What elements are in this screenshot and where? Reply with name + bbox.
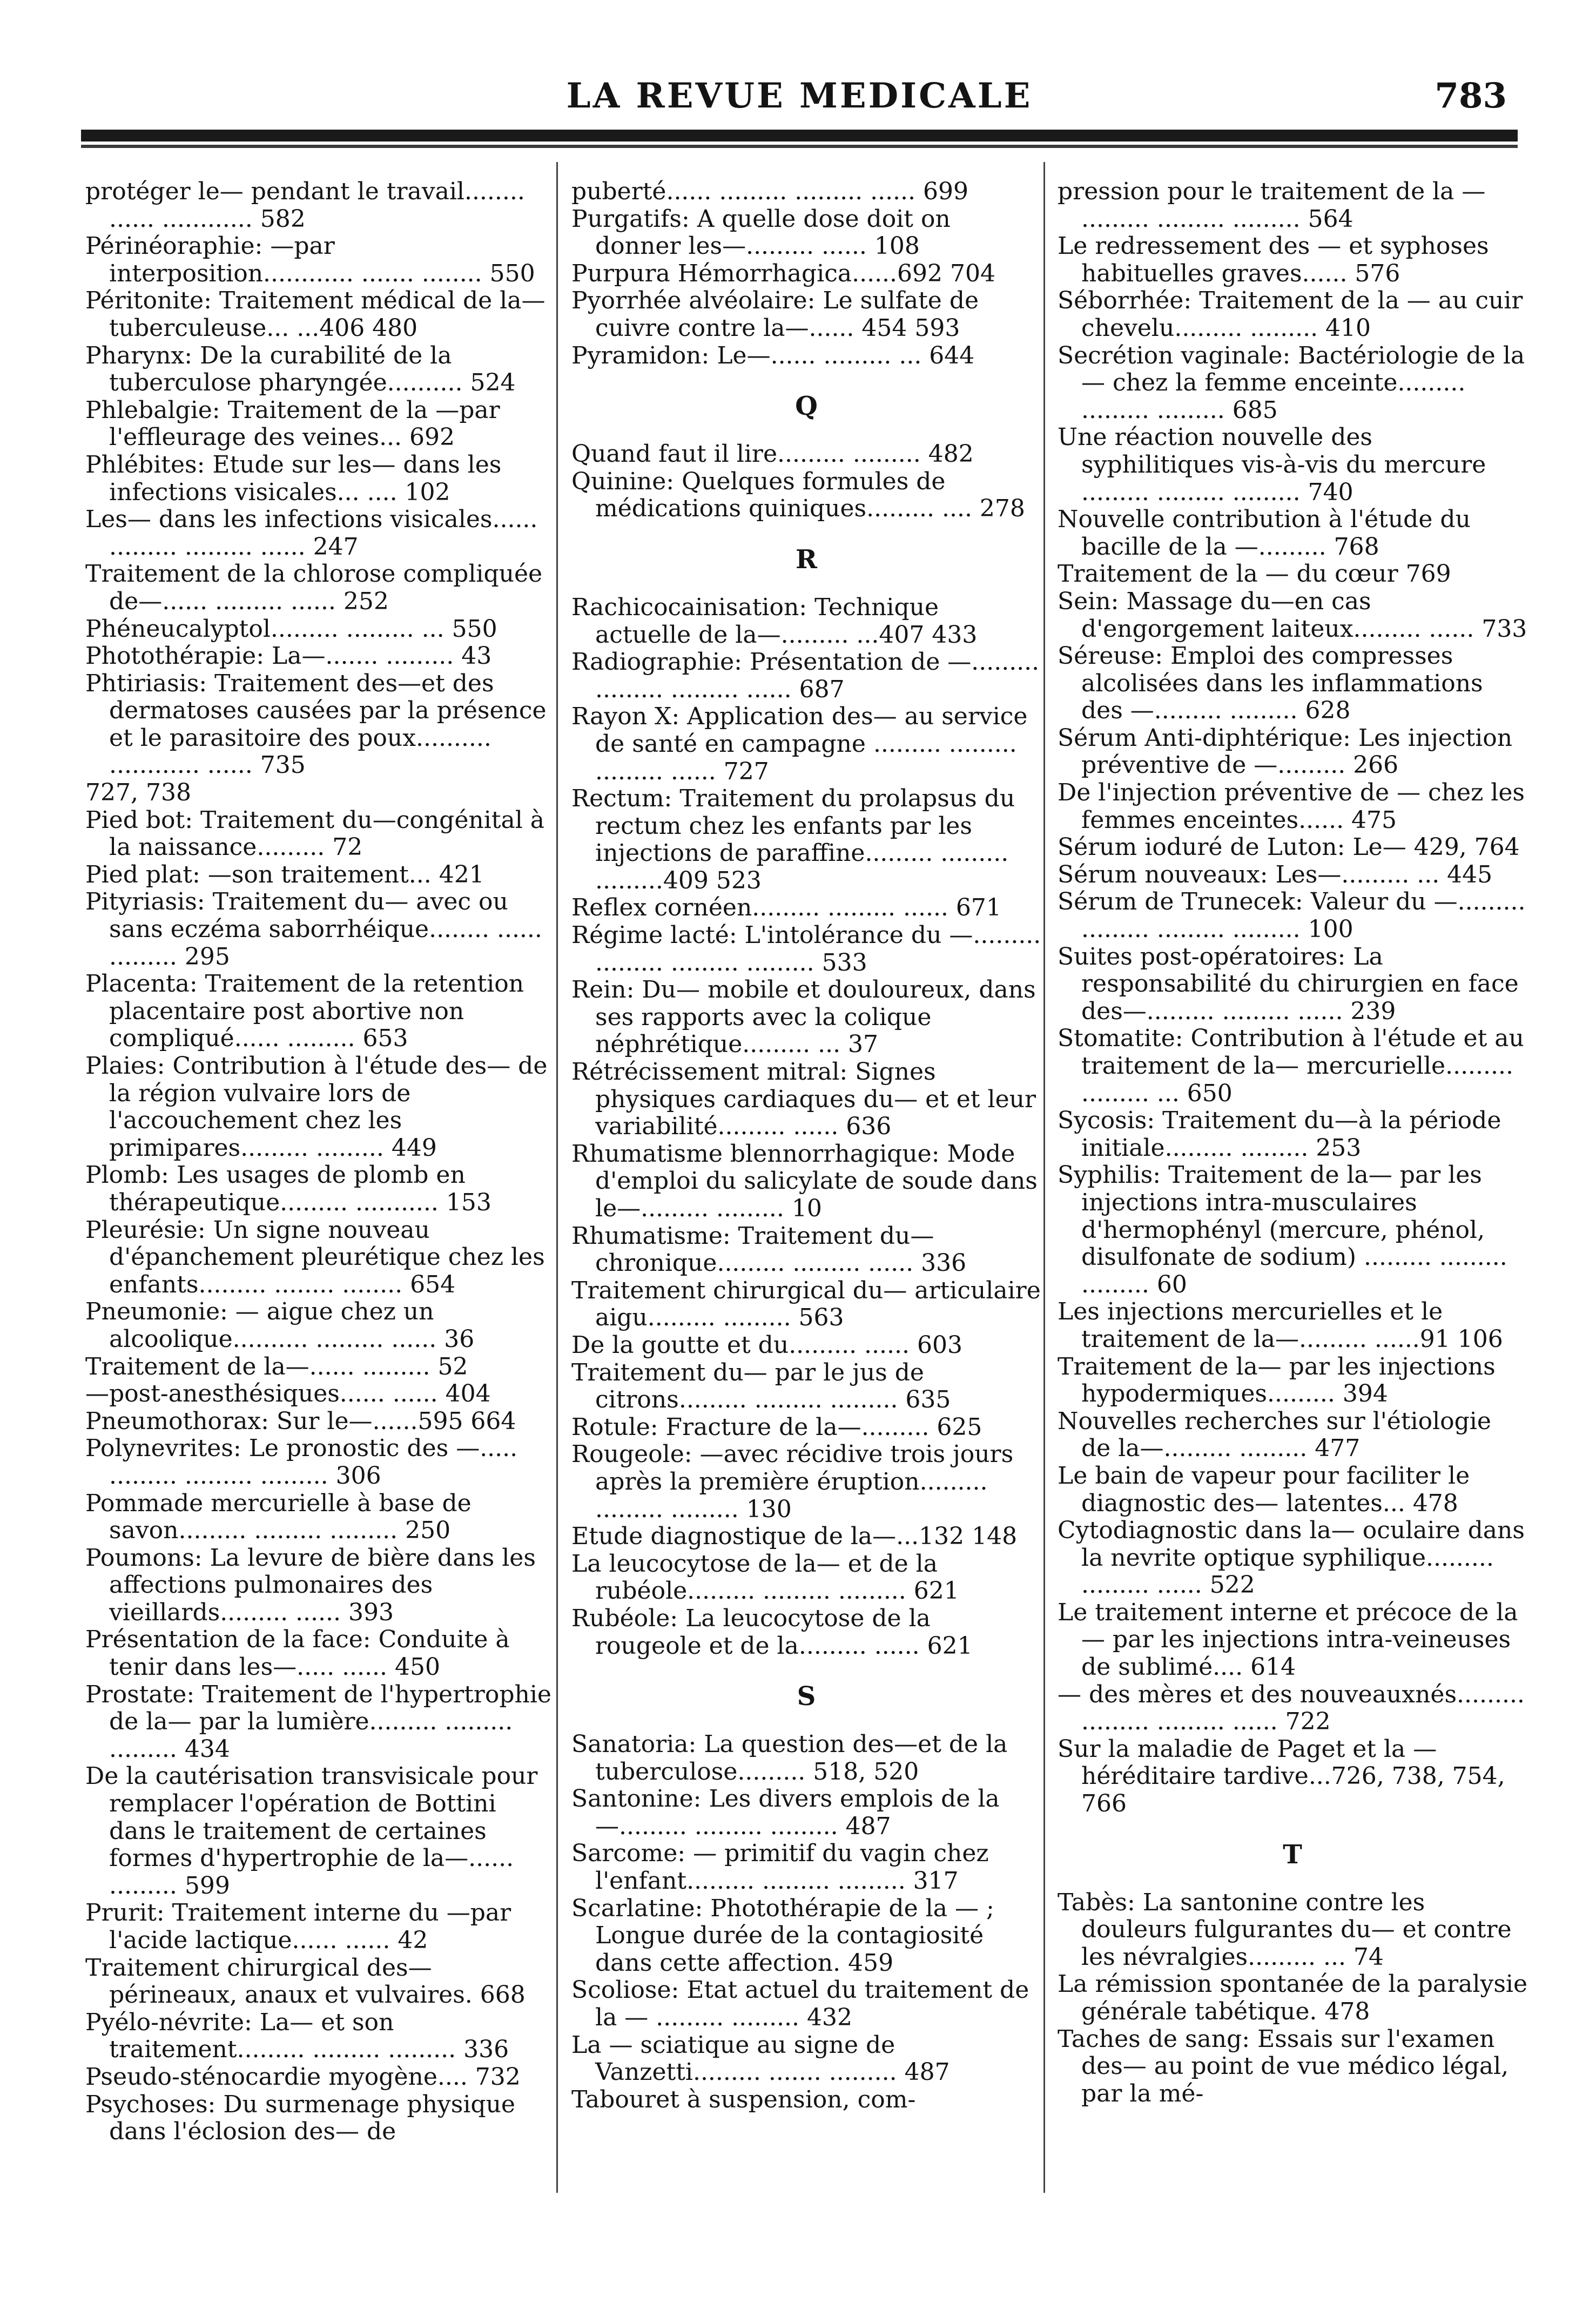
index-entry: Pseudo-sténocardie myogène.... 732 bbox=[85, 2063, 521, 2091]
index-entry: Phlébites: Etude sur les— dans les infections visicales... .... 102 bbox=[85, 450, 502, 506]
section-letter-s: S bbox=[797, 1681, 816, 1712]
index-entry: Le traitement interne et précoce de la— par les injections intra-veineuses de sublimé.... 614 bbox=[1058, 1598, 1518, 1681]
index-entry: Suites post-opératoires: La responsabilité du chirurgien en face des—......... ......... ...... 239 bbox=[1058, 942, 1519, 1025]
index-entry: Rhumatisme blennorrhagique: Mode d'emploi du salicylate de soude dans le—......... ......... 10 bbox=[571, 1140, 1038, 1222]
index-entry: Traitement chirurgical des— périneaux, anaux et vulvaires. 668 bbox=[85, 1954, 526, 2009]
header-rule bbox=[81, 130, 1518, 142]
index-entry: Rotule: Fracture de la—......... 625 bbox=[571, 1413, 982, 1441]
index-entry: Pied bot: Traitement du—congénital à la naissance......... 72 bbox=[85, 806, 544, 861]
index-entry: Péritonite: Traitement médical de la— tuberculeuse... ...406 480 bbox=[85, 287, 546, 342]
index-entry: Photothérapie: La—....... ......... 43 bbox=[85, 642, 492, 670]
column-divider bbox=[1043, 162, 1045, 2193]
index-entry: La rémission spontanée de la paralysie générale tabétique. 478 bbox=[1058, 1970, 1528, 2025]
index-entry: De la cautérisation transvisicale pour remplacer l'opération de Bottini dans le traitement de certaines formes d'hypertrophie de la—...... ......... 599 bbox=[85, 1762, 538, 1900]
index-entry: Phlebalgie: Traitement de la —par l'effleurage des veines... 692 bbox=[85, 396, 500, 452]
index-entry: —post-anesthésiques...... ...... 404 bbox=[85, 1380, 491, 1408]
index-entry: Rayon X: Application des— au service de santé en campagne ......... ......... ......... ...... 727 bbox=[571, 703, 1028, 785]
header-rule-thin bbox=[81, 145, 1518, 148]
index-entry: Pneumothorax: Sur le—......595 664 bbox=[85, 1407, 516, 1435]
index-entry: Prurit: Traitement interne du —par l'acide lactique...... ...... 42 bbox=[85, 1899, 511, 1954]
index-entry: Sérum nouveaux: Les—......... ... 445 bbox=[1058, 860, 1493, 888]
index-entry: protéger le— pendant le travail........ ...... ............ 582 bbox=[85, 178, 525, 233]
index-entry: Nouvelles recherches sur l'étiologie de la—......... ......... 477 bbox=[1058, 1407, 1491, 1463]
index-entry: Taches de sang: Essais sur l'examen des— au point de vue médico légal, par la mé- bbox=[1058, 2025, 1509, 2107]
index-entry: Régime lacté: L'intolérance du —......... ......... ......... ......... 533 bbox=[571, 921, 1041, 976]
index-entry: Psychoses: Du surmenage physique dans l'éclosion des— de bbox=[85, 2090, 515, 2146]
index-entry: Etude diagnostique de la—...132 148 bbox=[571, 1523, 1018, 1551]
index-entry: Une réaction nouvelle des syphilitiques vis-à-vis du mercure ......... ......... ......... 740 bbox=[1058, 423, 1486, 506]
index-entry: Traitement de la— par les injections hypodermiques......... 394 bbox=[1058, 1352, 1496, 1408]
index-entry: Santonine: Les divers emplois de la —......... ......... ......... 487 bbox=[571, 1785, 1000, 1840]
index-entry: Rachicocainisation: Technique actuelle de la—......... ...407 433 bbox=[571, 593, 978, 649]
index-entry: Le redressement des — et syphoses habituelles graves...... 576 bbox=[1058, 232, 1489, 287]
entries-r bbox=[571, 594, 1041, 1660]
index-entry: Prostate: Traitement de l'hypertrophie de la— par la lumière......... ......... ......... 434 bbox=[85, 1680, 551, 1763]
index-entry: Séborrhée: Traitement de la — au cuir chevelu......... ......... 410 bbox=[1058, 287, 1523, 342]
index-entry: Radiographie: Présentation de —......... ......... ......... ...... 687 bbox=[571, 648, 1040, 703]
index-entry: Plomb: Les usages de plomb en thérapeutique......... ........... 153 bbox=[85, 1161, 491, 1216]
index-entry: Sur la maladie de Paget et la —héréditaire tardive...726, 738, 754, 766 bbox=[1058, 1735, 1505, 1818]
index-entry: Pleurésie: Un signe nouveau d'épanchement pleurétique chez les enfants......... ........ ........ 654 bbox=[85, 1216, 545, 1298]
index-entry: Scarlatine: Photothérapie de la — ; Longue durée de la contagiosité dans cette affection. 459 bbox=[571, 1894, 994, 1977]
index-entry: Pyramidon: Le—...... ......... ... 644 bbox=[571, 341, 975, 369]
index-entry: Sérum ioduré de Luton: Le— 429, 764 bbox=[1058, 833, 1520, 861]
entries-t bbox=[1058, 1889, 1527, 2108]
index-entry: Rétrécissement mitral: Signes physiques cardiaques du— et et leur variabilité......... ...... 636 bbox=[571, 1058, 1036, 1141]
index-entry: Phtiriasis: Traitement des—et des dermatoses causées par la présence et le parasitoire des poux.......... ............ ...... 735 bbox=[85, 669, 547, 779]
index-entry: Pommade mercurielle à base de savon......... ......... ......... 250 bbox=[85, 1489, 472, 1545]
index-entry: Présentation de la face: Conduite à tenir dans les—..... ...... 450 bbox=[85, 1626, 510, 1681]
index-entry: pression pour le traitement de la — ......... ......... ......... 564 bbox=[1058, 178, 1486, 233]
entries-p bbox=[571, 178, 1041, 369]
index-entry: Nouvelle contribution à l'étude du bacille de la —......... 768 bbox=[1058, 506, 1471, 561]
index-entry: Traitement de la chlorose compliquée de—...... ......... ...... 252 bbox=[85, 560, 543, 615]
journal-title: LA REVUE MEDICALE bbox=[566, 76, 1033, 116]
index-entry: Purpura Hémorrhagica......692 704 bbox=[571, 259, 995, 287]
index-entry: Sanatoria: La question des—et de la tuberculose......... 518, 520 bbox=[571, 1730, 1008, 1786]
index-entry: Sérum de Trunecek: Valeur du —......... ......... ......... ......... 100 bbox=[1058, 888, 1526, 944]
index-entry: Traitement de la—...... ......... 52 bbox=[85, 1352, 468, 1380]
index-entry: Pyorrhée alvéolaire: Le sulfate de cuivre contre la—...... 454 593 bbox=[571, 287, 979, 342]
index-entry: Rougeole: —avec récidive trois jours après la première éruption......... ......... ......... 130 bbox=[571, 1440, 1014, 1523]
index-entry: De l'injection préventive de — chez les femmes enceintes...... 475 bbox=[1058, 779, 1525, 834]
index-entry: Pyélo-névrite: La— et son traitement......... ......... ......... 336 bbox=[85, 2008, 509, 2064]
index-entry: Poumons: La levure de bière dans les affections pulmonaires des vieillards......... ...... 393 bbox=[85, 1544, 536, 1626]
index-entry: — des mères et des nouveauxnés......... ......... ......... ...... 722 bbox=[1058, 1680, 1525, 1736]
index-entry: 727, 738 bbox=[85, 779, 191, 807]
index-entry: Secrétion vaginale: Bactériologie de la — chez la femme enceinte......... ......... ......... 685 bbox=[1058, 341, 1525, 424]
index-entry: Pityriasis: Traitement du— avec ou sans eczéma saborrhéique........ ...... ......... 295 bbox=[85, 888, 542, 971]
index-entry: Scoliose: Etat actuel du traitement de la — ......... ......... 432 bbox=[571, 1976, 1029, 2032]
index-entry: Traitement du— par le jus de citrons......... ......... ......... 635 bbox=[571, 1358, 951, 1414]
index-entry: Placenta: Traitement de la retention placentaire post abortive non compliqué...... ......... 653 bbox=[85, 970, 524, 1053]
index-entry: Quinine: Quelques formules de médications quiniques......... .... 278 bbox=[571, 467, 1025, 523]
index-entry: Pharynx: De la curabilité de la tuberculose pharyngée.......... 524 bbox=[85, 341, 516, 397]
index-entry: Les injections mercurielles et le traitement de la—......... ......91 106 bbox=[1058, 1298, 1503, 1353]
index-entry: Séreuse: Emploi des compresses alcolisées dans les inflammations des —......... ......... 628 bbox=[1058, 642, 1483, 725]
index-entry: Sein: Massage du—en cas d'engorgement laiteux......... ...... 733 bbox=[1058, 587, 1527, 643]
index-column-1 bbox=[85, 178, 555, 2146]
index-entry: Polynevrites: Le pronostic des —..... ......... ......... ......... 306 bbox=[85, 1434, 518, 1490]
index-entry: Cytodiagnostic dans la— oculaire dans la nevrite optique syphilique......... ......... ...... 522 bbox=[1058, 1517, 1525, 1599]
index-entry: puberté...... ......... ......... ...... 699 bbox=[571, 178, 968, 205]
index-entry: Plaies: Contribution à l'étude des— de la région vulvaire lors de l'accouchement chez les primipares......... ......... 449 bbox=[85, 1052, 548, 1162]
index-entry: La leucocytose de la— et de la rubéole......... ......... ......... 621 bbox=[571, 1550, 959, 1605]
index-entry: Reflex cornéen......... ......... ...... 671 bbox=[571, 894, 1001, 922]
index-entry: Périnéoraphie: —par interposition............ ....... ........ 550 bbox=[85, 232, 535, 287]
index-entry: Pied plat: —son traitement... 421 bbox=[85, 860, 484, 888]
index-entry: Rein: Du— mobile et douloureux, dans ses rapports avec la colique néphrétique......... ... 37 bbox=[571, 976, 1036, 1059]
index-column-2 bbox=[571, 178, 1041, 2113]
entries-s-cont bbox=[1058, 178, 1527, 1818]
index-entry: La — sciatique au signe de Vanzetti......... ....... ......... 487 bbox=[571, 2031, 950, 2086]
index-entry: Le bain de vapeur pour faciliter le diagnostic des— latentes... 478 bbox=[1058, 1461, 1470, 1517]
entries-q bbox=[571, 441, 1041, 523]
index-entry: Tabouret à suspension, com- bbox=[571, 2085, 916, 2113]
index-entry: Stomatite: Contribution à l'étude et au traitement de la— mercurielle......... ......... ... 650 bbox=[1058, 1025, 1524, 1107]
index-entry: Pneumonie: — aigue chez un alcoolique.......... ......... ...... 36 bbox=[85, 1298, 475, 1353]
index-entry: Phéneucalyptol......... ......... ... 550 bbox=[85, 615, 497, 643]
entries-s bbox=[571, 1731, 1041, 2113]
page-number: 783 bbox=[1435, 76, 1507, 116]
index-entry: Traitement chirurgical du— articulaire aigu......... ......... 563 bbox=[571, 1276, 1041, 1332]
index-entry: Syphilis: Traitement de la— par les injections intra-musculaires d'hermophényl (mercure, phénol, disulfonate de sodium) ......... ......... ......... 60 bbox=[1058, 1161, 1507, 1298]
index-entry: Quand faut il lire......... ......... 482 bbox=[571, 440, 974, 468]
index-entry: Rhumatisme: Traitement du—chronique......... ......... ...... 336 bbox=[571, 1222, 967, 1277]
index-entry: Tabès: La santonine contre les douleurs fulgurantes du— et contre les névralgies......... ... 74 bbox=[1058, 1888, 1512, 1971]
section-letter-t: T bbox=[1283, 1839, 1302, 1870]
index-entry: Purgatifs: A quelle dose doit on donner les—......... ...... 108 bbox=[571, 205, 951, 260]
index-entry: Les— dans les infections visicales...... ......... ......... ...... 247 bbox=[85, 506, 538, 561]
index-entry: Sycosis: Traitement du—à la période initiale......... ......... 253 bbox=[1058, 1107, 1501, 1162]
index-column-3 bbox=[1058, 178, 1527, 2107]
index-entry: Sérum Anti-diphtérique: Les injection préventive de —......... 266 bbox=[1058, 724, 1513, 779]
index-entry: Traitement de la — du cœur 769 bbox=[1058, 560, 1451, 588]
section-letter-q: Q bbox=[795, 391, 818, 422]
section-letter-r: R bbox=[796, 544, 817, 575]
column-divider bbox=[556, 162, 558, 2193]
index-entry: Rubéole: La leucocytose de la rougeole et de la......... ...... 621 bbox=[571, 1604, 973, 1660]
index-entry: Rectum: Traitement du prolapsus du rectum chez les enfants par les injections de paraffine......... ......... .........409 523 bbox=[571, 785, 1015, 894]
index-entry: Sarcome: — primitif du vagin chez l'enfant......... ......... ......... 317 bbox=[571, 1840, 989, 1895]
index-entry: De la goutte et du......... ...... 603 bbox=[571, 1331, 962, 1359]
